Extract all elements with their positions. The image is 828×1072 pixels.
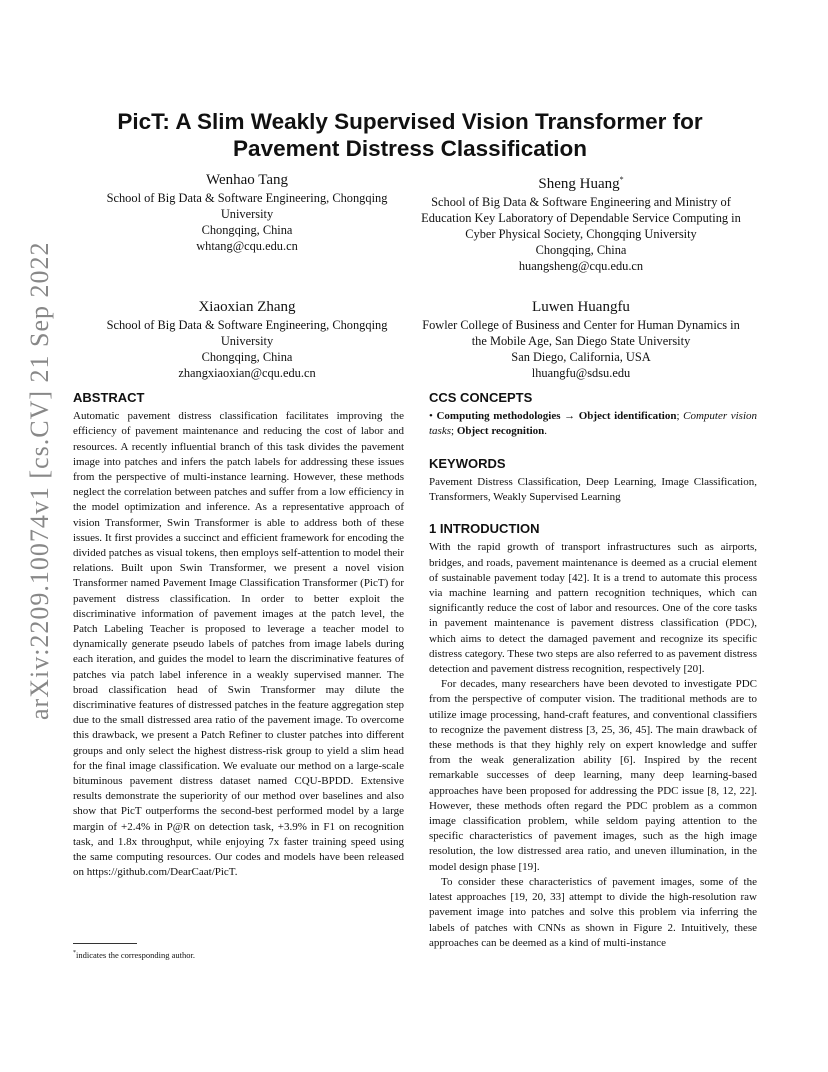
author-block [420,170,742,274]
keywords-text: Pavement Distress Classification, Deep Learning, Image Classification, Transformers, Weakly Supervised Learning [429,475,757,504]
author-affiliation: School of Big Data & Software Engineering, Chongqing University [106,191,388,221]
ccs-heading: CCS CONCEPTS [429,390,533,405]
author-name-text: Sheng Huang [538,176,620,192]
ccs-term: Computer vision tasks [429,410,758,438]
footnote-text: indicates the corresponding author. [76,949,195,960]
ccs-term: Object identification [578,410,677,423]
abstract-text: Automatic pavement distress classification facilitates improving the efficiency of pavement maintenance and reducing the cost of labor and resources. A recently influential branch of this task divides the pavement image into patches and infers the patch labels for addressing these issues from the perspective of multi-instance learning. However, these methods neglect the correlation between patches and suffer from a low efficiency in the model optimization and inference. As a representative approach of vision Transformer, Swin Transformer is able to address both of these issues. It first provides a succinct and efficient framework for encoding the divided patches as visual tokens, then employs self-attention to model their relations. Built upon Swin Transformer, we present a novel vision Transformer named Pavement Image Classification Transformer (PicT) for pavement distress classification. In order to better exploit the discriminative information of pavement images at the patch level, the Patch Labeling Teacher is proposed to leverage a teacher model to dynamically generate pseudo labels of patches from image labels during each iteration, and guides the model to learn the discriminative features of patches via patch label inference in a weakly supervised manner. The broad classification head of Swin Transformer may dilute the discriminative features of distressed patches in the feature aggregation step due to the small distressed area ratio of the pavement image. To overcome this drawback, we present a Patch Refiner to cluster patches into different groups and only select the highest distress-risk group to yield a slim head for the final image classification. We evaluate our method on a large-scale bituminous pavement distress dataset named CQU-BPDD. Extensive results demonstrate the superiority of our method over baselines and also show that PicT outperforms the second-best performed model by a large margin of +2.4% in P@R on detection task, +3.9% in F1 on recognition task, and 1.8x throughput, while enjoying 7x faster training speed using the same computing resources. Our codes and models have been released on https://github.com/DearCaat/PicT. [73,410,404,879]
author-name: Wenhao Tang [205,172,289,188]
ccs-end: . [544,425,548,438]
author-affiliation: School of Big Data & Software Engineering and Ministry of Education Key Laboratory of Dependable Service Computing in Cyber Physical Society, Chongqing University [421,195,741,241]
arxiv-sidebar-id: arXiv:2209.10074v1 [cs.CV] 21 Sep 2022 [25,241,54,720]
author-block [88,170,406,254]
author-name [420,170,742,194]
author-email: huangsheng@cqu.edu.cn [518,259,644,273]
left-column [73,390,404,881]
ccs-term: Computing methodologies [436,410,561,423]
intro-paragraph: With the rapid growth of transport infrastructures such as airports, bridges, and roads, pavement maintenance is deemed as a crucial element of sustainable pavement today [42]. It is a trend to automate this process via machine learning and pattern recognition techniques, which can significantly reduce the cost of labor and resources. One of the core tasks in pavement maintenance is pavement distress classification (PDC), which aims to detect the damaged pavement and recognize its specific distress category. These two steps are also referred to as pavement distress detection and pavement distress recognition, respectively [20]. [429,541,757,676]
footnote [73,948,195,961]
author-email: whtang@cqu.edu.cn [196,239,298,253]
author-location: Chongqing, China [201,223,293,237]
ccs-separator: ; [451,425,457,438]
ccs-separator: ; [676,410,684,423]
author-email: zhangxiaoxian@cqu.edu.cn [178,366,316,380]
author-block [88,297,406,381]
intro-paragraph: To consider these characteristics of pavement images, some of the latest approaches [19, 20, 33] attempt to divide the high-resolution raw pavement image into patches and solve this problem via inferring the labels of patches with CNNs as shown in Figure 2. Intuitively, these approaches can be deemed as a kind of multi-instance [429,875,757,949]
abstract-heading: ABSTRACT [73,390,145,405]
author-affiliation: Fowler College of Business and Center for Human Dynamics in the Mobile Age, San Diego State University [422,318,740,348]
author-location: San Diego, California, USA [511,350,651,364]
right-column [429,390,757,951]
paper-title: PicT: A Slim Weakly Supervised Vision Transformer for Pavement Distress Classification [117,109,703,161]
footnote-mark: * [73,950,76,956]
author-name: Xiaoxian Zhang [198,299,296,315]
intro-paragraph: For decades, many researchers have been devoted to investigate PDC from the perspective of computer vision. The traditional methods are to utilize image processing, hand-craft features, and conventional classifiers to recognize the pavement distress [3, 25, 36, 45]. The main drawback of these methods is that they highly rely on expert knowledge and suffer from the weak generalization ability [6]. Inspired by the recent remarkable successes of deep learning, many deep learning-based approaches have been proposed for addressing the PDC issue [8, 12, 22]. However, these methods often regard the PDC problem as a common image classification problem, while seldom paying attention to the specific characteristics of pavement images, such as the high image resolution, the low distressed area ratio, and uneven illumination, in the model design phase [19]. [429,678,757,873]
author-affiliation: School of Big Data & Software Engineering, Chongqing University [106,318,388,348]
ccs-arrow: → [560,410,579,423]
corresponding-mark: * [619,175,624,184]
author-block [420,297,742,381]
footnote-divider [73,943,137,944]
author-email: lhuangfu@sdsu.edu [531,366,631,380]
keywords-heading: KEYWORDS [429,455,506,471]
ccs-bullet: • [429,410,433,423]
author-name: Luwen Huangfu [532,299,630,315]
author-location: Chongqing, China [201,350,293,364]
intro-heading: 1 INTRODUCTION [429,521,540,537]
ccs-term: Object recognition [456,425,545,438]
ccs-text [429,409,757,439]
author-location: Chongqing, China [535,243,627,257]
